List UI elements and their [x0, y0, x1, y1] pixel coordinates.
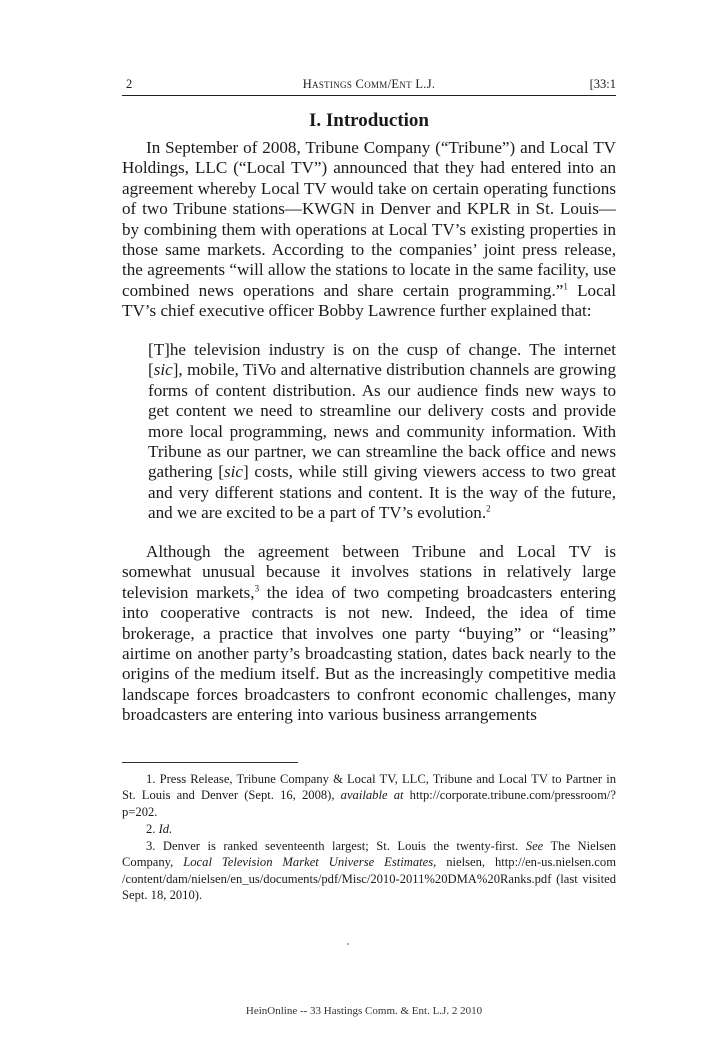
paragraph-text: Local TV’s chief executive officer Bobby Lawrence further explained that: — [122, 280, 616, 321]
id-citation: Id. — [158, 822, 173, 836]
footnote-text: Press Release, Tribune Company & Local TV, LLC, Tribune and Local TV to Partner in St. Louis and Denver (Sept. 16, 2008), — [122, 772, 616, 803]
quote-text: ], mobile, TiVo and alternative distribution channels are growing forms of content distribution. As our audience finds new ways to get content we need to streamline our delivery costs and provide more local programming, news and community information. With Tribune as our partner, we can streamline the back office and news gathering [ — [148, 360, 616, 482]
footnote-number: 2. — [146, 822, 156, 836]
block-quote — [148, 340, 616, 524]
paragraph-text: In September of 2008, Tribune Company (“Tribune”) and Local TV Holdings, LLC (“Local TV”) announced that they had entered into an agreement whereby Local TV would take on certain operating functions of two Tribune stations—KWGN in Denver and KPLR in St. Louis—by combining them with operations at Local TV’s existing properties in those same markets. According to the companies’ joint press release, the agreements “will allow the stations to locate in the same facility, use combined news operations and share certain programming.” — [122, 138, 616, 300]
footnote-text: , nielsen, http://en-us.nielsen.com /content/dam/nielsen/en_us/documents/pdf/Misc/2010-2011%20DMA%20Ranks.pdf (last visited Sept. 18, 2010). — [122, 855, 616, 903]
paragraph-text: Although the agreement between Tribune and Local TV is somewhat unusual because it involves stations in relatively large television markets, — [122, 542, 616, 602]
footnote-text: http://corporate.tribune.com/pressroom/?p=202. — [122, 788, 616, 819]
footnote-ref-3: 3 — [254, 583, 260, 594]
footnote-ref-1: 1 — [563, 281, 568, 292]
footnote-number: 1. — [146, 772, 156, 786]
signal-italic: See — [525, 839, 544, 853]
volume-number: [33:1 — [589, 77, 616, 91]
footnote-3 — [122, 838, 616, 904]
sic-marker: sic — [153, 360, 173, 380]
running-header — [122, 75, 616, 96]
source-footer: HeinOnline -- 33 Hastings Comm. & Ent. L.J. 2 2010 — [245, 1005, 483, 1017]
scan-speck — [347, 943, 349, 945]
sic-marker: sic — [223, 462, 243, 482]
paragraph-intro — [122, 138, 616, 322]
signal-italic: available at — [340, 788, 404, 803]
footnote-divider — [122, 762, 298, 763]
quote-text: [T]he television industry is on the cusp of change. The internet [ — [148, 340, 616, 380]
quote-text: ] costs, while still giving viewers access to two great and very different stations and content. It is the way of the future, and we are excited to be a part of TV’s evolution. — [148, 462, 616, 523]
section-title: I. Introduction — [308, 110, 429, 131]
footnote-ref-2: 2 — [486, 503, 491, 514]
footnote-1 — [122, 771, 616, 820]
journal-title: Hastings Comm/Ent L.J. — [302, 77, 436, 91]
footnote-number: 3. — [146, 839, 156, 853]
footnote-text: Denver is ranked seventeenth largest; St. Louis the twenty-first. — [155, 839, 526, 853]
cited-title: Local Television Market Universe Estimates — [183, 855, 434, 870]
paragraph-text: the idea of two competing broadcasters entering into cooperative contracts is not new. Indeed, the idea of time brokerage, a practice that involves one party “buying” or “leasing” airtime on another party’s broadcasting station, dates back nearly to the origins of the medium itself. But as the increasingly competitive media landscape forces broadcasters to confront economic challenges, many broadcasters are entering into various business arrangements — [122, 582, 616, 725]
page-number: 2 — [126, 77, 133, 91]
footnote-2 — [122, 821, 616, 837]
footnote-text: The Nielsen Company, — [122, 839, 617, 870]
paragraph-agreement — [122, 542, 616, 726]
